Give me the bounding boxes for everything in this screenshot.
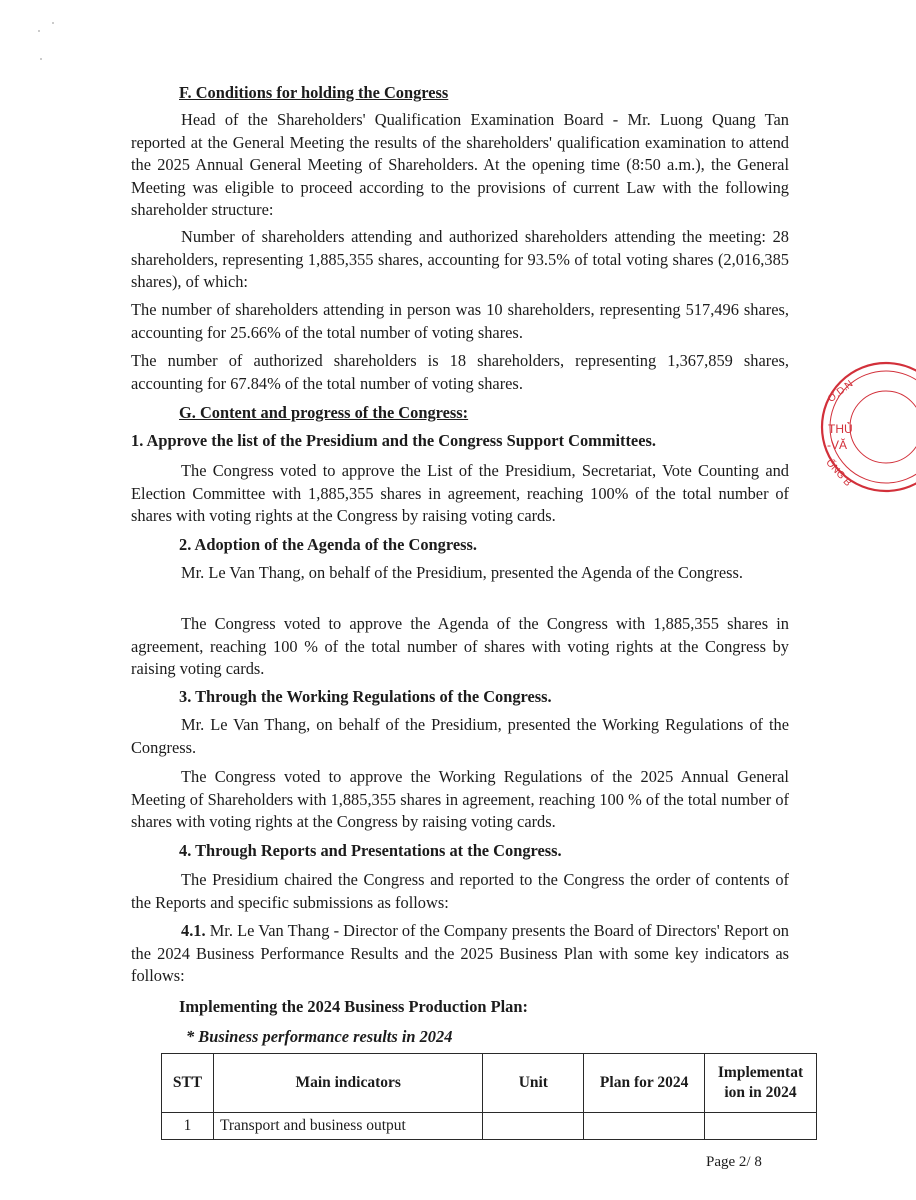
section-f-paragraph-1: Head of the Shareholders' Qualification Examination Board - Mr. Luong Quang Tan reported at the General Meeting the results of the shareholders' qualification examination to attend the 2025 Annual General Meeting of Shareholders. At the opening time (8:50 a.m.), the General Meeting was eligible to proceed according to the provisions of current Law with the following shareholder structure: [131,110,789,219]
item-3-paragraph-1: Mr. Le Van Thang, on behalf of the Presidium, presented the Working Regulations of the Congress. [131,715,789,757]
header-implementation-2024: Implementat ion in 2024 [705,1054,817,1113]
item-4-1-paragraph [131,920,789,988]
section-f-heading: F. Conditions for holding the Congress [179,83,449,102]
section-f-paragraph-2: Number of shareholders attending and authorized shareholders attending the meeting: 28 shareholders, representing 1,885,355 shares, accounting for 93.5% of total voting shares (2,016,385 shares), of which: [131,227,789,291]
svg-text:Ơ.D.N: Ơ.D.N [826,378,856,405]
item-3-heading: 3. Through the Working Regulations of the Congress. [179,687,552,706]
header-main-indicators: Main indicators [213,1054,482,1113]
item-3-paragraph-2: The Congress voted to approve the Working Regulations of the 2025 Annual General Meeting of Shareholders with 1,885,355 shares in agreement, reaching 100 % of the total number of shares with voting rights at the Congress by raising voting cards. [131,767,789,831]
page-number: Page 2/ 8 [706,1154,762,1170]
scan-speck [38,30,40,32]
table-row [162,1113,817,1140]
svg-text:THỦ: THỦ [828,422,853,436]
item-1-paragraph: The Congress voted to approve the List of the Presidium, Secretariat, Vote Counting and Election Committee with 1,885,355 shares in agreement, reaching 100% of the total number of shares with voting rights at the Congress by raising voting cards. [131,461,789,525]
item-4-1-text: Mr. Le Van Thang - Director of the Company presents the Board of Directors' Report on the 2024 Business Performance Results and the 2025 Business Plan with some key indicators as follows: [131,921,789,985]
table-cell-unit [483,1113,584,1140]
table-cell-indicator: Transport and business output [213,1113,482,1140]
results-heading: * Business performance results in 2024 [186,1027,453,1046]
header-unit: Unit [483,1054,584,1113]
header-plan-2024: Plan for 2024 [584,1054,705,1113]
section-g-heading: G. Content and progress of the Congress: [179,403,469,422]
header-stt: STT [162,1054,214,1113]
svg-text:-VĂ: -VĂ [827,438,848,452]
table-header-row [162,1054,817,1113]
scan-speck [40,58,42,60]
item-2-paragraph-2: The Congress voted to approve the Agenda of the Congress with 1,885,355 shares in agreement, reaching 100 % of the total number of shares with voting rights at the Congress by raising voting cards. [131,614,789,678]
item-4-1-number: 4.1. [181,921,206,940]
section-f-paragraph-3: The number of shareholders attending in person was 10 shareholders, representing 517,496 shares, accounting for 25.66% of the total number of voting shares. [131,300,789,342]
scan-speck [52,22,54,24]
item-2-paragraph-1: Mr. Le Van Thang, on behalf of the Presidium, presented the Agenda of the Congress. [181,563,744,582]
item-1-heading: 1. Approve the list of the Presidium and the Congress Support Committees. [131,431,656,450]
svg-text:ỐNG B: ỐNG B [823,457,854,489]
item-4-heading: 4. Through Reports and Presentations at the Congress. [179,841,562,860]
item-2-heading: 2. Adoption of the Agenda of the Congress. [179,535,477,554]
plan-heading: Implementing the 2024 Business Production Plan: [179,997,528,1016]
item-4-paragraph-1: The Presidium chaired the Congress and reported to the Congress the order of contents of the Reports and specific submissions as follows: [131,870,789,912]
table-cell-implementation [705,1113,817,1140]
table-cell-stt: 1 [162,1113,214,1140]
company-seal-stamp [806,352,916,502]
table-cell-plan [584,1113,705,1140]
section-f-paragraph-4: The number of authorized shareholders is 18 shareholders, representing 1,367,859 shares, accounting for 67.84% of the total number of voting shares. [131,351,789,393]
business-results-table [161,1053,817,1140]
